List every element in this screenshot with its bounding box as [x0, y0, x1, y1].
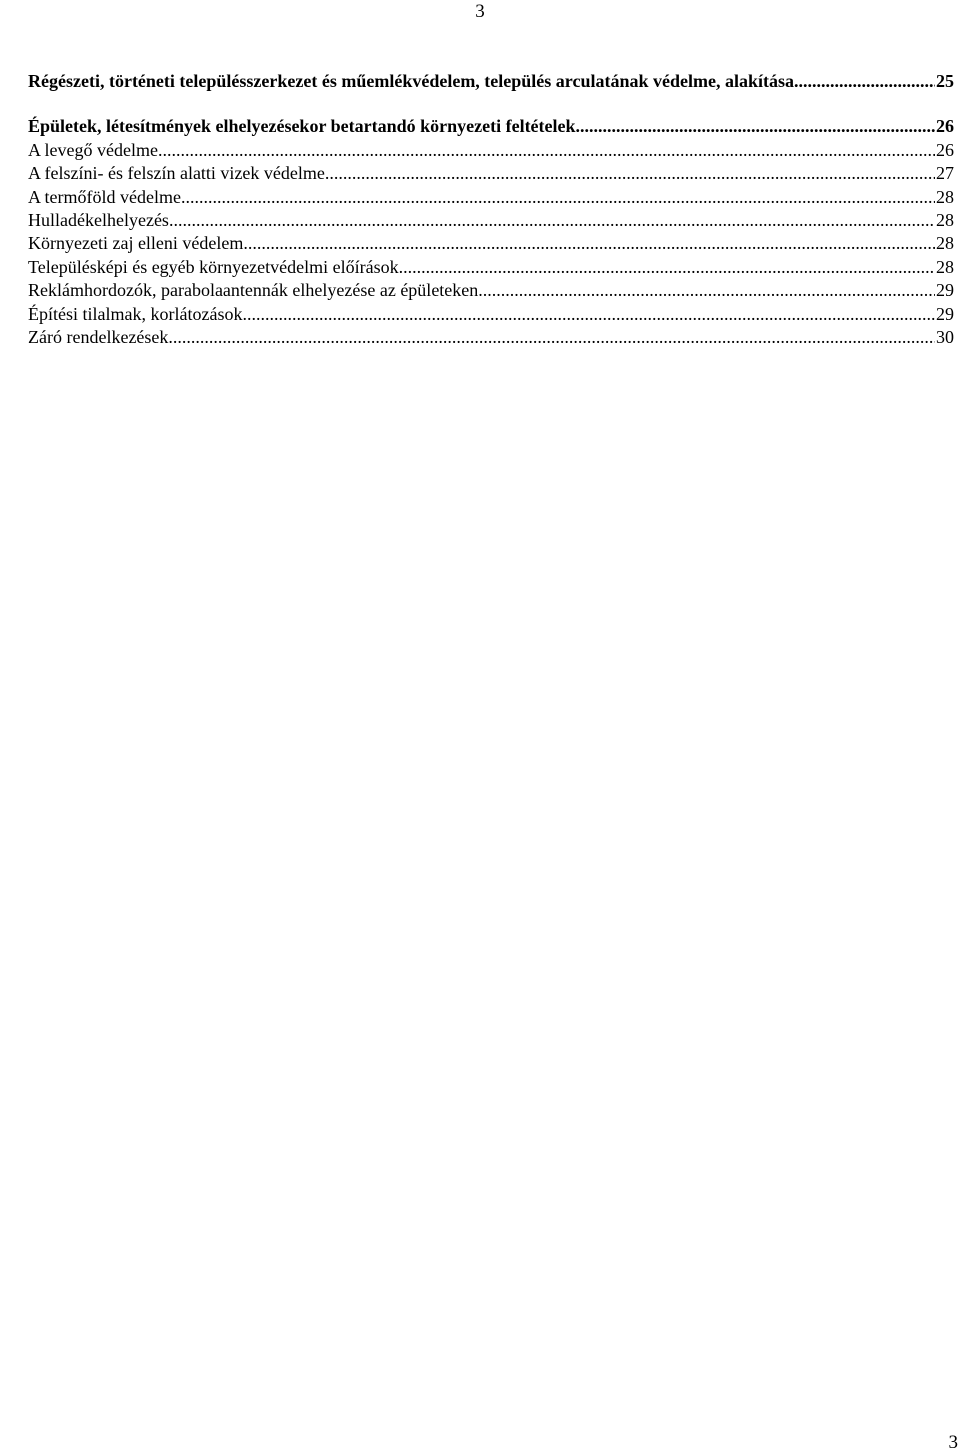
toc-leader-dots: [794, 70, 935, 93]
toc-entry-page: 29: [936, 280, 954, 301]
toc-entry-page: 28: [936, 233, 954, 254]
toc-entry-title: Épületek, létesítmények elhelyezésekor betartandó környezeti feltételek: [28, 116, 576, 137]
toc-entry-page: 27: [936, 163, 954, 184]
toc-leader-dots: [169, 209, 935, 232]
toc-entry-title: Régészeti, történeti településszerkezet és műemlékvédelem, település arculatának védelme, alakítása: [28, 71, 794, 91]
toc-leader-dots: [168, 326, 935, 349]
page-number-bottom: 3: [948, 1432, 958, 1453]
toc-leader-dots: [181, 186, 935, 209]
toc-entry[interactable]: [28, 162, 954, 185]
toc-entry[interactable]: [28, 70, 954, 93]
toc-leader-dots: [242, 303, 935, 326]
toc-entry-page: 28: [936, 210, 954, 231]
toc-entry[interactable]: [28, 139, 954, 162]
toc-entry-page: 29: [936, 303, 954, 324]
toc-entry-page: 28: [936, 186, 954, 207]
table-of-contents: [28, 70, 954, 349]
toc-entry-title: A felszíni- és felszín alatti vizek védelme: [28, 163, 325, 184]
toc-leader-dots: [483, 279, 935, 302]
toc-leader-dots: [158, 139, 935, 162]
toc-entry[interactable]: [28, 326, 954, 349]
toc-entry[interactable]: [28, 232, 954, 255]
toc-entry-page: 25: [936, 71, 954, 91]
toc-entry[interactable]: [28, 279, 954, 302]
toc-leader-dots: [576, 115, 935, 138]
toc-entry-page: 26: [936, 116, 954, 137]
toc-entry-page: 28: [936, 256, 954, 277]
page-number-top: 3: [475, 1, 485, 22]
toc-entry[interactable]: [28, 186, 954, 209]
toc-entry-page: 30: [936, 327, 954, 348]
toc-leader-dots: [399, 256, 935, 279]
toc-entry-title: A termőföld védelme: [28, 186, 181, 207]
toc-entry[interactable]: [28, 209, 954, 232]
toc-leader-dots: [243, 232, 935, 255]
toc-entry[interactable]: [28, 115, 954, 138]
toc-entry-title: Záró rendelkezések: [28, 327, 169, 348]
toc-entry-title: Hulladékelhelyezés: [28, 210, 169, 231]
toc-entry[interactable]: [28, 256, 954, 279]
toc-entry[interactable]: [28, 303, 954, 326]
toc-entry-title: A levegő védelme: [28, 139, 158, 160]
toc-leader-dots: [325, 162, 935, 185]
toc-entry-title: Építési tilalmak, korlátozások: [28, 303, 243, 324]
toc-entry-title: Településképi és egyéb környezetvédelmi előírások: [28, 256, 399, 277]
toc-entry-page: 26: [936, 139, 954, 160]
toc-entry-title: Reklámhordozók, parabolaantennák elhelyezése az épületeken.: [28, 280, 483, 301]
toc-entry-title: Környezeti zaj elleni védelem: [28, 233, 244, 254]
